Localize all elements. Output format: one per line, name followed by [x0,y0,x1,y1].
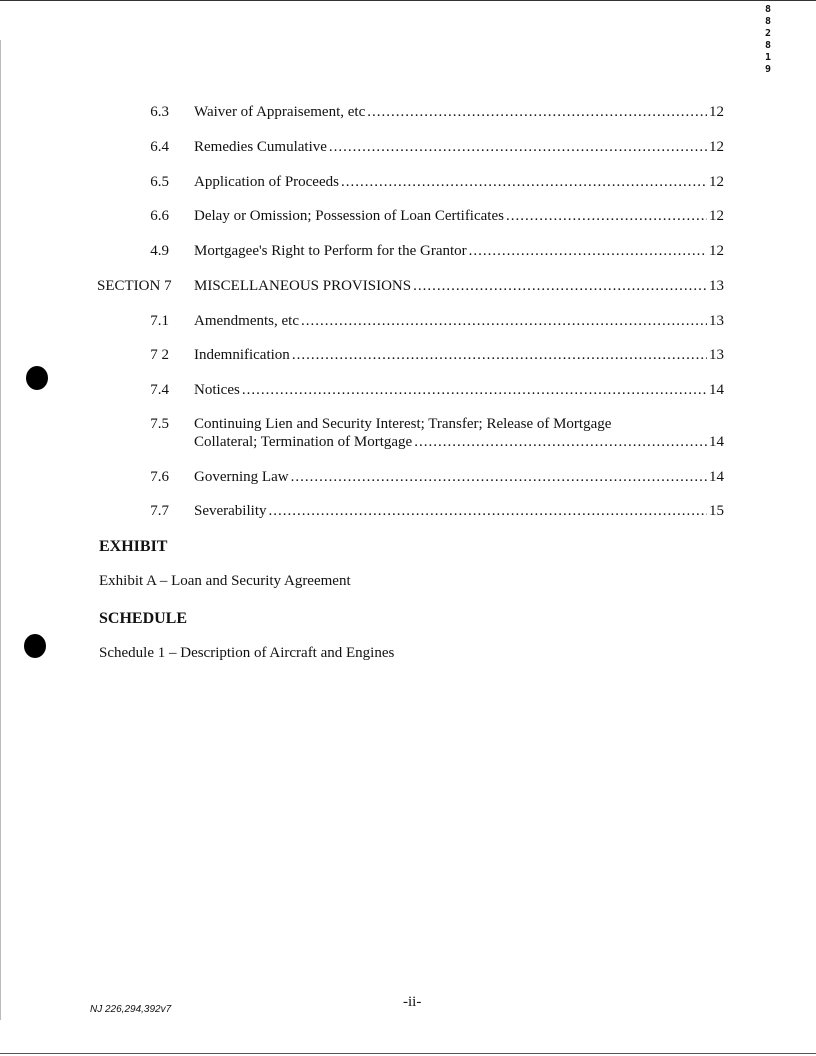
exhibit-item: Exhibit A – Loan and Security Agreement [99,573,351,589]
toc-leader-dots [301,312,707,330]
toc-page-number: 13 [709,347,724,363]
toc-leader-dots [413,277,707,295]
toc-section-number: 4.9 [150,243,169,259]
schedule-heading: SCHEDULE [99,610,188,627]
toc-entry-6-5 [0,173,816,197]
toc-section-number: SECTION 7 [97,278,172,294]
stamp-digit: 2 [764,28,772,39]
toc-page-number: 12 [709,139,724,155]
toc-section-number: 7.7 [150,503,169,519]
document-id: NJ 226,294,392v7 [90,1004,172,1015]
toc-section-number: 6.6 [150,208,169,224]
toc-leader-dots [469,242,707,260]
toc-title: MISCELLANEOUS PROVISIONS [194,278,412,294]
bottom-scan-border [0,1053,816,1054]
toc-page-number: 12 [709,104,724,120]
toc-leader-dots [291,468,707,486]
toc-title: Governing Law [194,469,289,485]
toc-section-number: 7 2 [150,347,169,363]
binder-hole-icon [24,634,46,658]
toc-entry-section-7 [0,277,816,301]
toc-section-number: 7.1 [150,313,169,329]
toc-leader-dots [341,173,707,191]
toc-title: Indemnification [194,347,290,363]
toc-leader-dots [506,207,707,225]
schedule-item: Schedule 1 – Description of Aircraft and Engines [99,645,395,661]
toc-section-number: 7.6 [150,469,169,485]
toc-title: Application of Proceeds [194,174,339,190]
top-scan-border [0,0,816,1]
toc-page-number: 15 [709,503,724,519]
toc-page-number: 14 [709,469,724,485]
toc-page-number: 14 [709,382,724,398]
exhibit-heading: EXHIBIT [99,538,168,555]
toc-entry-6-3 [0,103,816,127]
stamp-digit: 8 [764,40,772,51]
toc-section-number: 7.5 [150,416,169,432]
toc-title: Notices [194,382,240,398]
toc-entry-7-6 [0,468,816,492]
toc-title: Severability [194,503,267,519]
toc-page-number: 13 [709,313,724,329]
toc-entry-7-4 [0,381,816,405]
toc-leader-dots [367,103,707,121]
toc-title: Remedies Cumulative [194,139,327,155]
toc-section-number: 7.4 [150,382,169,398]
stamp-digit: 8 [764,4,772,15]
toc-section-number: 6.4 [150,139,169,155]
toc-leader-dots [242,381,707,399]
toc-title: Amendments, etc [194,313,299,329]
toc-title: Collateral; Termination of Mortgage [194,434,413,450]
toc-entry-4-9 [0,242,816,266]
toc-page-number: 12 [709,208,724,224]
toc-page-number: 12 [709,243,724,259]
toc-page-number: 14 [709,434,724,450]
toc-page-number: 12 [709,174,724,190]
toc-entry-7-7 [0,502,816,526]
toc-entry-7-2 [0,346,816,370]
toc-entry-6-6 [0,207,816,231]
toc-leader-dots [414,433,707,451]
toc-entry-6-4 [0,138,816,162]
toc-section-number: 6.3 [150,104,169,120]
stamp-digit: 8 [764,16,772,27]
toc-title: Delay or Omission; Possession of Loan Certificates [194,208,504,224]
toc-leader-dots [292,346,707,364]
stamp-digit: 1 [764,52,772,63]
toc-title: Mortgagee's Right to Perform for the Grantor [194,243,467,259]
stamp-digit: 9 [764,64,772,75]
toc-page-number: 13 [709,278,724,294]
toc-section-number: 6.5 [150,174,169,190]
toc-title-line-1: Continuing Lien and Security Interest; Transfer; Release of Mortgage [194,416,612,432]
toc-leader-dots [329,138,707,156]
toc-entry-7-5 [0,415,816,455]
toc-leader-dots [268,502,707,520]
toc-title: Waiver of Appraisement, etc [194,104,366,120]
page-number: -ii- [403,994,422,1010]
toc-entry-7-1 [0,312,816,336]
page-stamp [762,4,774,76]
